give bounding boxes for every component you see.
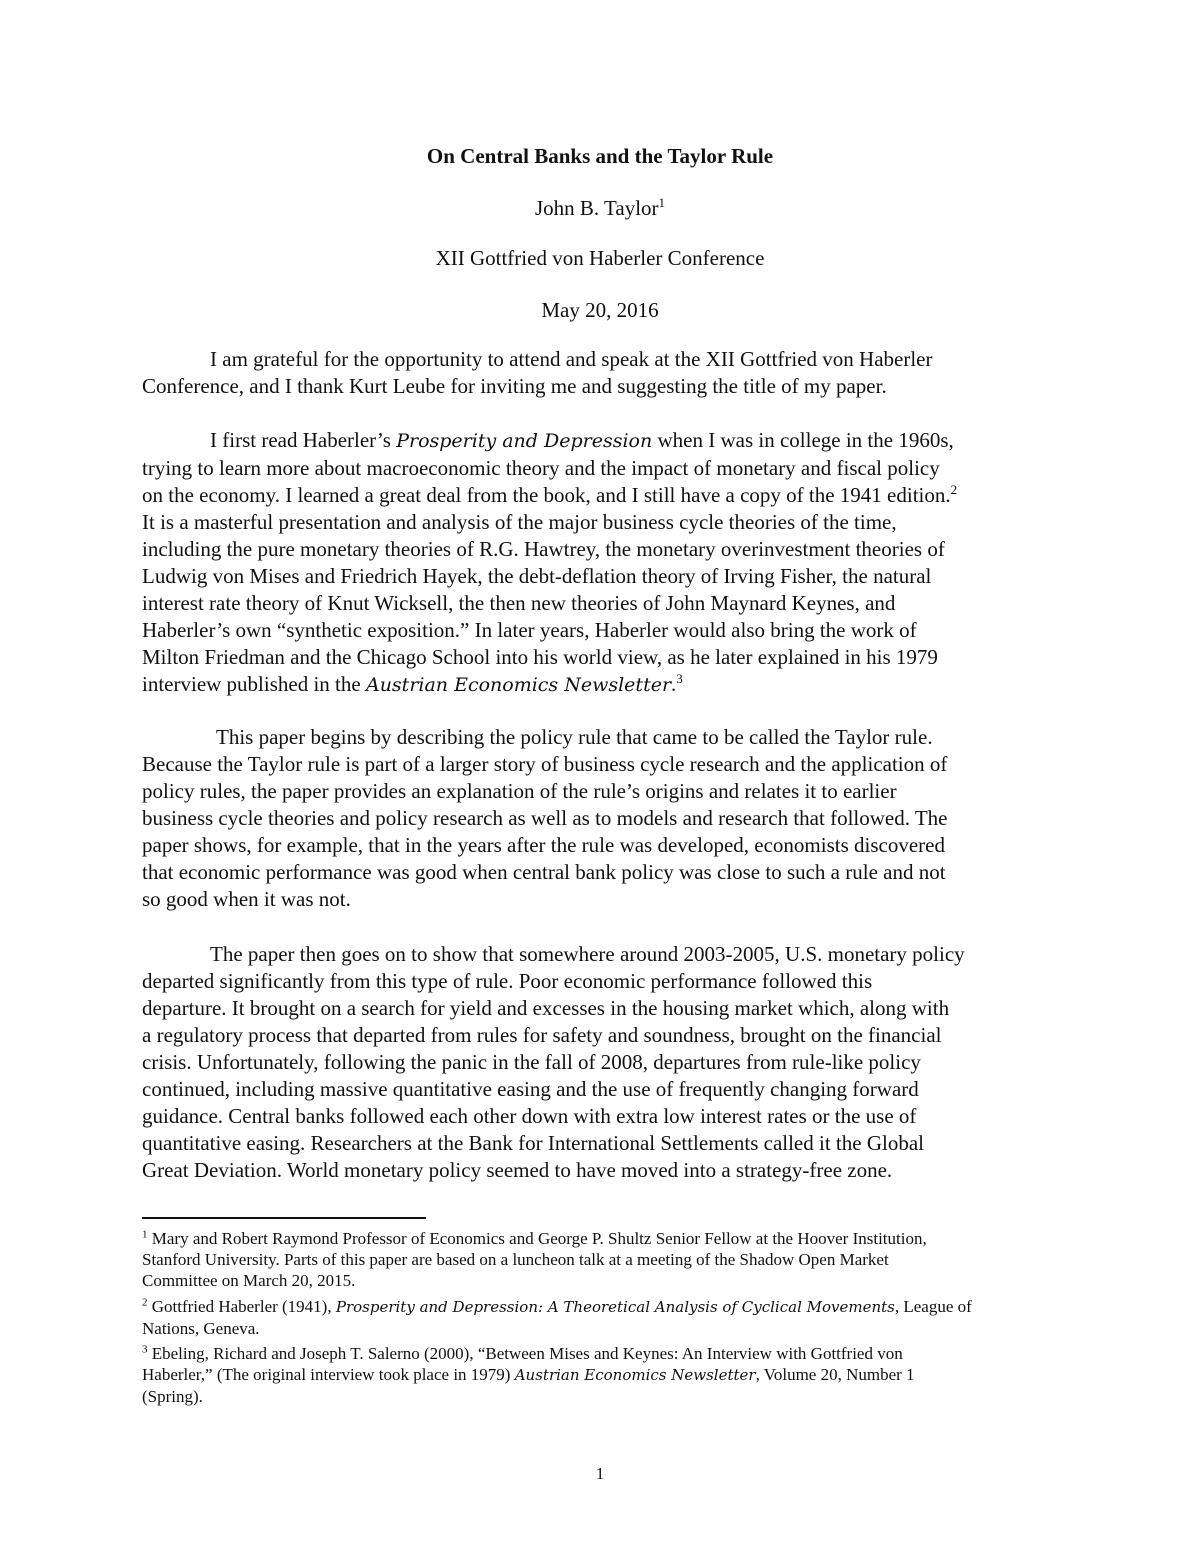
text-line	[142, 482, 1058, 509]
text-line: that economic performance was good when central bank policy was close to such a rule and not	[142, 860, 946, 884]
text-line: It is a masterful presentation and analysis of the major business cycle theories of the time,	[142, 510, 897, 534]
text-line: interest rate theory of Knut Wicksell, the then new theories of John Maynard Keynes, and	[142, 591, 896, 615]
footnote-number: 1	[142, 1228, 148, 1241]
paragraph-2	[142, 427, 1058, 699]
text-line: crisis. Unfortunately, following the panic in the fall of 2008, departures from rule-like policy	[142, 1050, 921, 1074]
text-line: (Spring).	[142, 1387, 203, 1406]
footnote-ref-2: 2	[950, 482, 958, 497]
text-line: a regulatory process that departed from rules for safety and soundness, brought on the financial	[142, 1023, 942, 1047]
text-line: including the pure monetary theories of R.G. Hawtrey, the monetary overinvestment theories of	[142, 537, 945, 561]
conference-name: XII Gottfried von Haberler Conference	[435, 246, 765, 270]
journal-title-italic: Austrian Economics Newsletter	[365, 674, 672, 696]
journal-title-italic: Austrian Economics Newsletter	[514, 1366, 756, 1384]
text-line: trying to learn more about macroeconomic theory and the impact of monetary and fiscal policy	[142, 456, 940, 480]
text-run: , League of	[894, 1297, 972, 1316]
author-name: John B. Taylor	[534, 196, 659, 220]
text-line: Ludwig von Mises and Friedrich Hayek, the debt-deflation theory of Irving Fisher, the natural	[142, 564, 932, 588]
text-line: Stanford University. Parts of this paper are based on a luncheon talk at a meeting of the Shadow Open Market	[142, 1250, 889, 1269]
text-run: I first read Haberler’s	[210, 428, 397, 452]
footnote-1	[142, 1228, 1058, 1291]
text-line	[142, 671, 1058, 699]
text-run: .	[671, 672, 677, 696]
footnote-separator	[142, 1217, 426, 1219]
text-line	[142, 1364, 1058, 1386]
text-line: I am grateful for the opportunity to attend and speak at the XII Gottfried von Haberler	[210, 347, 933, 371]
text-run: when I was in college in the 1960s,	[652, 428, 954, 452]
text-line: departure. It brought on a search for yield and excesses in the housing market which, along with	[142, 996, 950, 1020]
text-line: Nations, Geneva.	[142, 1319, 260, 1338]
text-line	[142, 427, 1058, 455]
book-title-italic: Prosperity and Depression	[396, 430, 653, 452]
paragraph-1	[142, 346, 1058, 400]
text-run: interview published in the	[142, 672, 366, 696]
footnote-3	[142, 1343, 1058, 1407]
text-line: departed significantly from this type of rule. Poor economic performance followed this	[142, 969, 873, 993]
text-line	[142, 1343, 1058, 1364]
text-line: quantitative easing. Researchers at the Bank for International Settlements called it the Global	[142, 1131, 924, 1155]
text-line: guidance. Central banks followed each other down with extra low interest rates or the use of	[142, 1104, 917, 1128]
footnote-number: 3	[142, 1343, 148, 1356]
paper-title: On Central Banks and the Taylor Rule	[426, 144, 774, 168]
text-line: Haberler’s own “synthetic exposition.” In later years, Haberler would also bring the work of	[142, 618, 917, 642]
text-run: Mary and Robert Raymond Professor of Economics and George P. Shultz Senior Fellow at the Hoover Institution,	[147, 1229, 927, 1248]
text-line: paper shows, for example, that in the years after the rule was developed, economists discovered	[142, 833, 945, 857]
text-line: so good when it was not.	[142, 887, 351, 911]
paragraph-3	[142, 724, 1058, 913]
text-line: Because the Taylor rule is part of a larger story of business cycle research and the application of	[142, 752, 948, 776]
text-line: continued, including massive quantitative easing and the use of frequently changing forward	[142, 1077, 919, 1101]
text-line: Milton Friedman and the Chicago School into his world view, as he later explained in his 1979	[142, 645, 938, 669]
text-run: Gottfried Haberler (1941),	[147, 1297, 336, 1316]
text-line	[142, 1228, 1058, 1249]
footnote-ref-1: 1	[658, 195, 666, 210]
text-line: policy rules, the paper provides an explanation of the rule’s origins and relates it to earlier	[142, 779, 897, 803]
paragraph-4	[142, 941, 1058, 1184]
footnote-ref-3: 3	[676, 671, 683, 686]
text-line: The paper then goes on to show that somewhere around 2003-2005, U.S. monetary policy	[210, 942, 965, 966]
text-line: This paper begins by describing the policy rule that came to be called the Taylor rule.	[216, 725, 933, 749]
text-line: Great Deviation. World monetary policy seemed to have moved into a strategy-free zone.	[142, 1158, 893, 1182]
text-run: Ebeling, Richard and Joseph T. Salerno (2000), “Between Mises and Keynes: An Interview with Gottfried von	[147, 1344, 903, 1363]
text-line: business cycle theories and policy research as well as to models and research that followed. The	[142, 806, 948, 830]
text-run: , Volume 20, Number 1	[755, 1365, 915, 1384]
footnote-number: 2	[142, 1296, 148, 1309]
paper-date: May 20, 2016	[541, 298, 659, 322]
text-line: Committee on March 20, 2015.	[142, 1271, 356, 1290]
footnote-2	[142, 1296, 1058, 1339]
text-line	[142, 1296, 1058, 1318]
text-line: Conference, and I thank Kurt Leube for inviting me and suggesting the title of my paper.	[142, 374, 887, 398]
page-number: 1	[595, 1464, 605, 1483]
text-run: Haberler,” (The original interview took place in 1979)	[142, 1365, 515, 1384]
text-run: on the economy. I learned a great deal from the book, and I still have a copy of the 1941 edition.	[142, 483, 951, 507]
author-line	[0, 196, 1200, 221]
book-title-italic: Prosperity and Depression: A Theoretical Analysis of Cyclical Movements	[335, 1298, 895, 1316]
